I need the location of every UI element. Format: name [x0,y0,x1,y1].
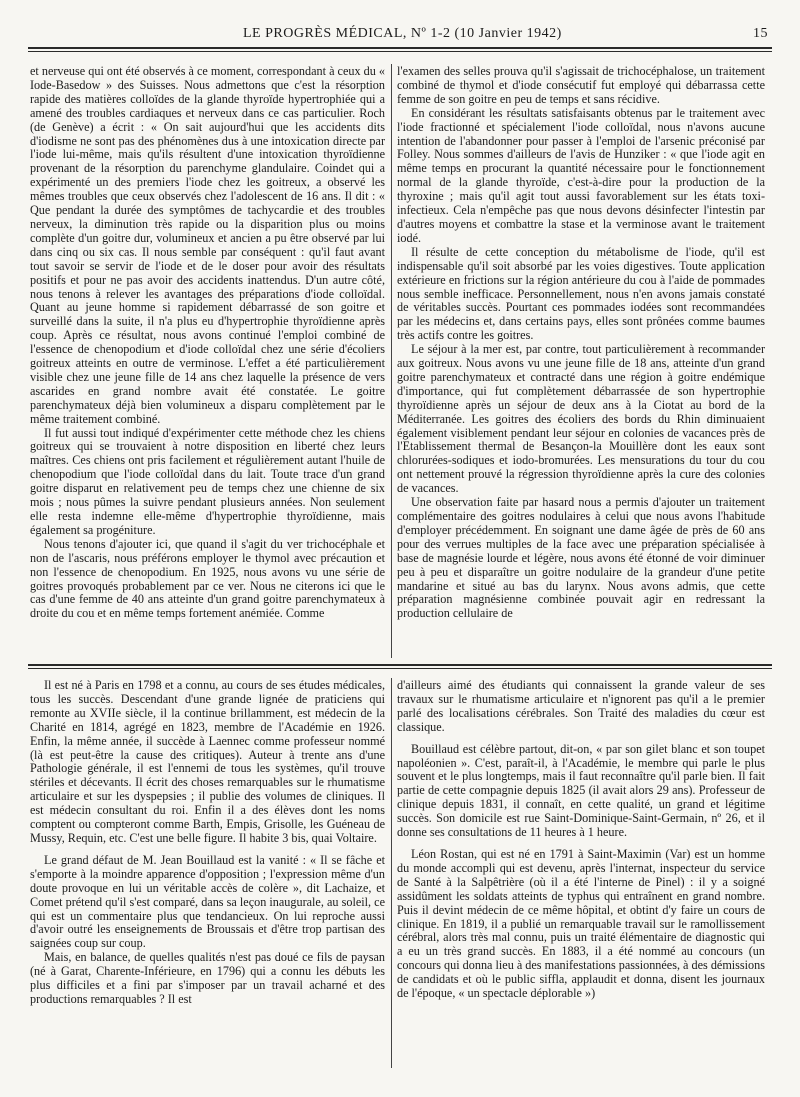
journal-title: LE PROGRÈS MÉDICAL, Nº 1-2 (10 Janvier 1942) [243,26,562,41]
page-number: 15 [753,26,768,41]
column-divider [391,678,392,1068]
paragraph: d'ailleurs aimé des étudiants qui connaissent la grande valeur de ses travaux sur le rhumatisme articulaire et n'ignorent pas qu'il a le premier parlé des localisations cérébrales. Son Traité des maladies du cœur est classique. [397,678,765,734]
article-column-left [30,65,385,621]
header-rule-thin [28,51,772,52]
article-column-right [397,65,765,621]
section-rule [28,664,772,666]
paragraph: Le séjour à la mer est, par contre, tout particulièrement à recommander aux goitreux. Nous avons vu une jeune fille de 18 ans, atteinte d'un grand goitre parenchymateux et contracté dans une région à goitre endémique d'importance, qui fut complètement débarrassée de son hypertrophie thyroïdienne après un séjour de deux ans à la Ciotat au bord de la Méditerranée. Les goitres des écoliers des bords du Rhin diminuaient également visiblement pendant leur séjour en colonies de vacances près de l'Etablissement thermal de Besançon-la Mouillère dont les eaux sont chlorurées-sodiques et iodo-bromurées. Les mensurations du tour du cou ont nettement prouvé la régression thyroïdienne après la cure des colonies de vacances. [397,342,765,496]
paragraph: Nous tenons d'ajouter ici, que quand il s'agit du ver trichocéphale et non de l'ascaris, nous préférons employer le thymol avec précaution et non l'essence de chenopodium. En 1925, nous avons vu une série de goitres provoqués probablement par ce ver. Nous ne citerons ici que le cas d'une femme de 40 ans atteinte d'un grand goitre parenchymateux à droite du cou et en même temps fortement anémiée. Comme [30,536,385,621]
section-rule-thin [28,668,772,669]
header-rule [28,47,772,49]
paragraph: Il est né à Paris en 1798 et a connu, au cours de ses études médicales, tous les succès. Descendant d'une grande lignée de praticiens qui remonte au XVIIe siècle, il la continue brillamment, est médecin de la Charité en 1814, agrégé en 1823, membre de l'Académie en 1926. Enfin, la même année, il succède à Laennec comme professeur nommé (là est peut-être la cause des critiques). Auteur à trente ans d'une Pathologie générale, il est l'ennemi de tous les systèmes, qu'il trouve stériles et décevants. Il écrit des choses remarquables sur le rhumatisme articulaire et sur les dyspepsies ; il publie des volumes de cliniques. Il est médecin consultant du roi. Enfin il a des élèves dont les noms comptent ou compteront comme Barth, Empis, Grisolle, les Guéneau de Mussy, Requin, etc. C'est une belle figure. Il habite 3 bis, quai Voltaire. [30,678,385,845]
column-divider [391,64,392,658]
paragraph: En considérant les résultats satisfaisants obtenus par le traitement avec l'iode fractionné et spécialement l'iode colloïdal, nous n'avons aucune intention de l'abandonner pour passer à l'emploi de l'arsenic préconisé par Folley. Nous sommes d'ailleurs de l'avis de Hunziker : « que l'iode agit en même temps en procurant la quantité nécessaire pour le fonctionnement normal de la glande thyroïde, c'est-à-dire pour la production de la thyroxine ; mais qu'il agit tout aussi favorablement sur les états toxi-infectieux. Cela n'empêche pas que nous devons désinfecter l'intestin par d'autres moyens et combattre la stase et la verminose avant le traitement iodé. [397,105,765,245]
paragraph: Léon Rostan, qui est né en 1791 à Saint-Maximin (Var) est un homme du monde accompli qui est devenu, après l'internat, inspecteur du service de Santé à la Salpêtrière (où il a été l'interne de Pinel) : il y a soigné assidûment les soldats atteints de typhus qui entraînent en grand nombre. Puis il devint médecin de ce même hôpital, et obtint d'y faire un cours de clinique. En 1819, il a publié un remarquable travail sur le ramollissement cérébral, alors très mal connu, puis un traité élémentaire de diagnostic qui a eu un très grand succès. En 1883, il a été nommé au concours (un concours qui donna lieu à des manifestations passionnées, à des démissions de candidats et où le public siffla, applaudit et donna, disent les journaux de l'époque, « un spectacle déplorable ») [397,846,765,1001]
paragraph: Il fut aussi tout indiqué d'expérimenter cette méthode chez les chiens goitreux qui se trouvaient à notre disposition en liberté chez leurs maîtres. Ces chiens ont pris facilement et régulièrement autant l'huile de chenopodium que l'iode colloïdal dans du lait. Toute trace d'un grand goitre disparut en relativement peu de temps chez une chienne de six mois ; nous pûmes la suivre pendant plusieurs années. Non seulement elle resta indemne elle-même d'hypertrophie thyroïdienne, mais également sa progéniture. [30,425,385,537]
paragraph: Mais, en balance, de quelles qualités n'est pas doué ce fils de paysan (né à Garat, Charente-Inférieure, en 1796) qui a connu les débuts les plus difficiles et a fini par s'imposer par un travail acharné et des productions remarquables ? Il est [30,950,385,1006]
paragraph: Le grand défaut de M. Jean Bouillaud est la vanité : « Il se fâche et s'emporte à la moindre apparence d'opposition ; l'expression même d'un doute provoque en lui un véritable accès de colère », dit Lachaize, et Comet prétend qu'il s'est comparé, dans sa leçon inaugurale, au soleil, ce qui est un commentaire plus que tendancieux. On lui reproche aussi d'avoir outré les enseignements de Broussais et d'être trop partisan des saignées coup sur coup. [30,852,385,951]
paragraph: et nerveuse qui ont été observés à ce moment, correspondant à ceux du « Iode-Basedow » des Suisses. Nous admettons que c'est la résorption rapide des matières colloïdes de la glande thyroïde hypertrophiée qui a amené des troubles cardiaques et nerveux dans ce cas particulier. Roch (de Genève) a écrit : « On sait aujourd'hui que les accidents dits d'iodisme ne sont pas des phénomènes dus à une intoxication directe par l'iode lui-même, mais qu'ils résultent d'une intoxication thyroïdienne provenant de la résorption du parenchyme glandulaire. Coindet qui a expérimenté un des premiers l'iode chez les goitreux, a observé les mêmes troubles que ceux observés chez l'adolescent de 16 ans. Il dit : « Que pendant la durée des symptômes de tachycardie et des troubles nerveux, la diminution très rapide ou la disparition plus ou moins complète d'un goitre dur, volumineux et ancien a pu être observé par lui dans cinq ou six cas. Il nous semble par conséquent : qu'il faut avant tout savoir se servir de l'iode et de le doser pour avoir des résultats positifs et pour ne pas avoir des accidents inattendus. D'un autre côté, nous tenons à relever les avantages des préparations d'iode colloïdal. Quant au jeune homme si rapidement débarrassé de son goitre et surveillé dans la suite, il n'a plus eu d'hypertrophie thyroïdienne après coup. Après ce résultat, nous avons continué l'emploi combiné de l'essence de chenopodium et d'iode colloïdal chez une série d'écoliers goitreux atteints en outre de verminose. L'effet a été particulièrement visible chez une jeune fille de 14 ans chez laquelle la présence de vers ascarides en grand nombre avait été constatée. Le goitre parenchymateux déjà bien volumineux a disparu complètement par le même traitement combiné. [30,64,385,426]
paragraph: l'examen des selles prouva qu'il s'agissait de trichocéphalose, un traitement combiné de thymol et d'iode consécutif fut employé qui débarrassa cette femme de son goitre en peu de temps et sans récidive. [397,64,765,106]
running-header [28,26,772,46]
feuilleton-column-right [397,679,765,1001]
feuilleton-column-left [30,679,385,1007]
paragraph: Bouillaud est célèbre partout, dit-on, « par son gilet blanc et son toupet napoléonien ». C'est, paraît-il, à l'Académie, le membre qui parle le plus souvent et le plus longtemps, mais il faut reconnaître qu'il parle bien. Il fait partie de cette compagnie depuis 1825 (il avait alors 29 ans). Professeur de clinique depuis 1831, il connaît, en cette qualité, un grand et légitime succès. Son domicile est rue Saint-Dominique-Saint-Germain, nº 26, et il donne ses consultations de 11 heures à 1 heure. [397,741,765,840]
paragraph: Une observation faite par hasard nous a permis d'ajouter un traitement complémentaire des goitres nodulaires à celui que nous avons l'habitude d'employer précédemment. En soignant une dame âgée de près de 60 ans pour des verrues multiples de la face avec une préparation spécialisée à base de magnésie lourde et légère, nous avons été étonné de voir diminuer peu à peu et disparaître un goitre nodulaire de la grandeur d'une petite mandarine et situé au bas du larynx. Nous avons admis, que cette préparation magnésienne combinée pouvait agir en redressant la production cellulaire de [397,495,765,621]
paragraph: Il résulte de cette conception du métabolisme de l'iode, qu'il est indispensable qu'il soit absorbé par les voies digestives. Toute application extérieure en frictions sur la région antérieure du cou à l'aide de pommades nous semble inefficace. Personnellement, nous n'en avons jamais constaté de véritables succès. Pourtant ces pommades iodées sont recommandées par les médecins et, dans certains pays, elles sont prônées comme baumes très actifs contre les goitres. [397,244,765,343]
